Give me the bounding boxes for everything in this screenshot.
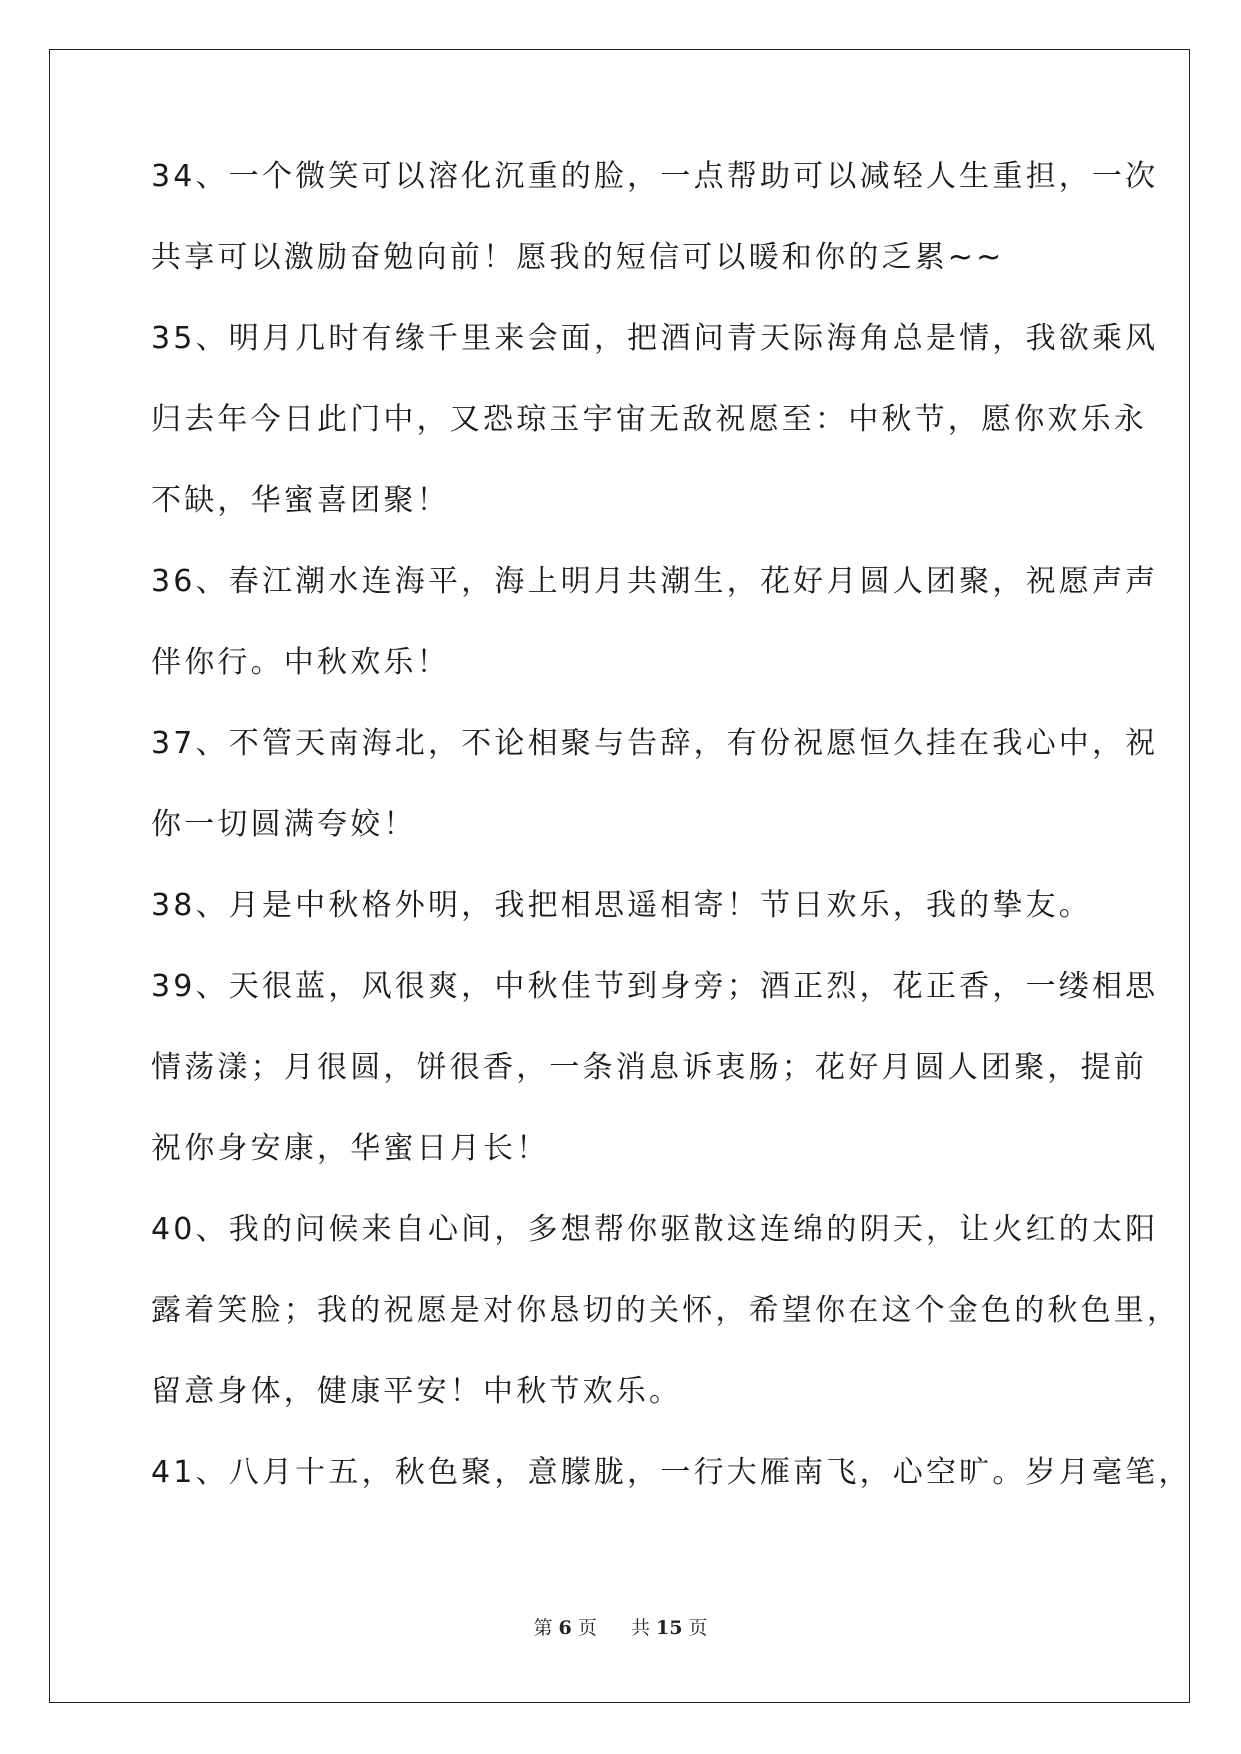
text-line-13: 祝你身安康，华蜜日月长！ <box>151 1131 550 1166</box>
text-line-12: 情荡漾；月很圆，饼很香，一条消息诉衷肠；花好月圆人团聚，提前 <box>151 1050 1147 1085</box>
total-pages: 15 <box>656 1617 683 1639</box>
text-line-6: 36、春江潮水连海平，海上明月共潮生，花好月圆人团聚，祝愿声声 <box>151 564 1159 599</box>
text-line-7: 伴你行。中秋欢乐！ <box>151 645 450 680</box>
text-line-15: 露着笑脸；我的祝愿是对你恳切的关怀，希望你在这个金色的秋色里， <box>151 1293 1181 1328</box>
page-prefix: 第 <box>533 1617 553 1639</box>
text-line-4: 归去年今日此门中，又恐琼玉宇宙无敌祝愿至：中秋节，愿你欢乐永 <box>151 402 1147 437</box>
text-line-5: 不缺，华蜜喜团聚！ <box>151 483 450 518</box>
text-line-3: 35、明月几时有缘千里来会面，把酒问青天际海角总是情，我欲乘风 <box>151 321 1159 356</box>
text-line-9: 你一切圆满夸姣！ <box>151 807 417 842</box>
text-line-11: 39、天很蓝，风很爽，中秋佳节到身旁；酒正烈，花正香，一缕相思 <box>151 969 1159 1004</box>
page-suffix: 页 <box>577 1617 597 1639</box>
page-number: 6 <box>558 1617 572 1639</box>
total-suffix: 页 <box>688 1617 708 1639</box>
text-line-10: 38、月是中秋格外明，我把相思遥相寄！节日欢乐，我的挚友。 <box>151 888 1092 923</box>
text-line-16: 留意身体，健康平安！中秋节欢乐。 <box>151 1374 683 1409</box>
text-line-1: 34、一个微笑可以溶化沉重的脸，一点帮助可以减轻人生重担，一次 <box>151 159 1159 194</box>
text-line-8: 37、不管天南海北，不论相聚与告辞，有份祝愿恒久挂在我心中，祝 <box>151 726 1159 761</box>
page-footer <box>0 1613 1241 1640</box>
document-body <box>151 159 1192 1539</box>
text-line-17: 41、八月十五，秋色聚，意朦胧，一行大雁南飞，心空旷。岁月毫笔， <box>151 1455 1192 1490</box>
text-line-2: 共享可以激励奋勉向前！愿我的短信可以暖和你的乏累~~ <box>151 240 1005 275</box>
total-prefix: 共 <box>630 1617 650 1639</box>
text-line-14: 40、我的问候来自心间，多想帮你驱散这连绵的阴天，让火红的太阳 <box>151 1212 1159 1247</box>
